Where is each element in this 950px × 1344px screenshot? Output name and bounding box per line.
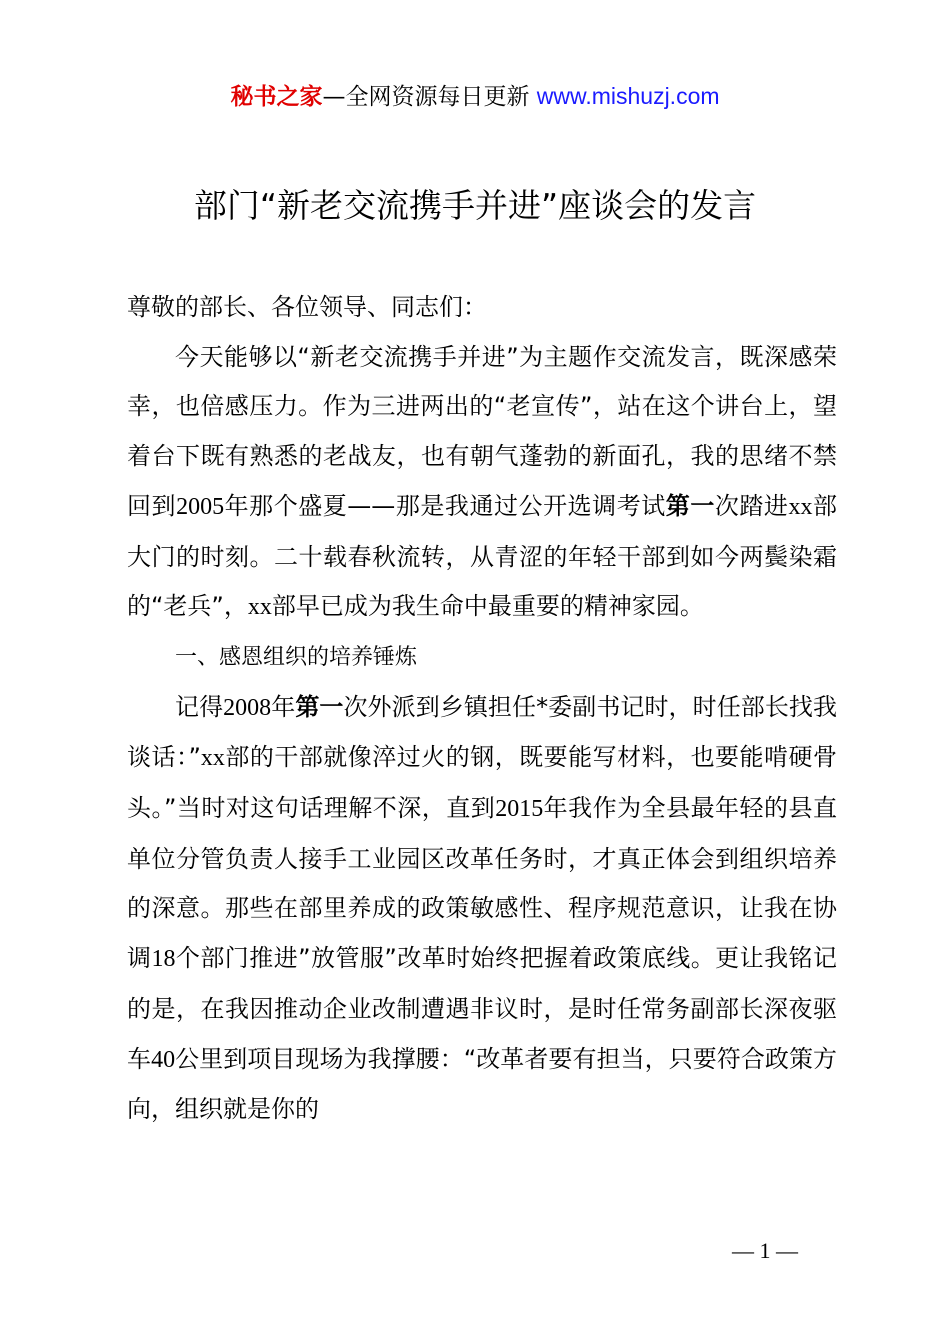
site-url-link[interactable]: www.mishuzj.com [536, 83, 720, 109]
site-brand: 秘书之家 [230, 84, 323, 110]
document-body [127, 283, 837, 1135]
site-tagline: —全网资源每日更新 [322, 84, 537, 110]
document-title: 部门“新老交流携手并进”座谈会的发言 [193, 186, 757, 225]
paragraph-intro: 今天能够以“新老交流携手并进”为主题作交流发言，既深感荣幸，也倍感压力。作为三进两出的“老宣传”，站在这个讲台上，望着台下既有熟悉的老战友，也有朝气蓬勃的新面孔，我的思绪不禁回到2005年那个盛夏——那是我通过公开选调考试第一次踏进xx部大门的时刻。二十载春秋流转，从青涩的年轻干部到如今两鬓染霜的“老兵”，xx部早已成为我生命中最重要的精神家园。 [127, 342, 838, 621]
page-number: — 1 — [732, 1238, 798, 1263]
paragraph-section1: 记得2008年第一次外派到乡镇担任*委副书记时，时任部长找我谈话：”xx部的干部就像淬过火的钢，既要能写材料，也要能啃硬骨头。”当时对这句话理解不深，直到2015年我作为全县最年轻的县直单位分管负责人接手工业园区改革任务时，才真正体会到组织培养的深意。那些在部里养成的政策敏感性、程序规范意识，让我在协调18个部门推进”放管服”改革时始终把握着政策底线。更让我铭记的是，在我因推动企业改制遭遇非议时，是时任常务副部长深夜驱车40公里到项目现场为我撑腰：“改革者要有担当，只要符合政策方向，组织就是你的 [127, 692, 838, 1124]
page-footer [0, 1238, 950, 1264]
section-heading-1: 一、感恩组织的培养锤炼 [175, 644, 418, 670]
site-banner [0, 80, 950, 113]
salutation: 尊敬的部长、各位领导、同志们： [127, 293, 487, 321]
